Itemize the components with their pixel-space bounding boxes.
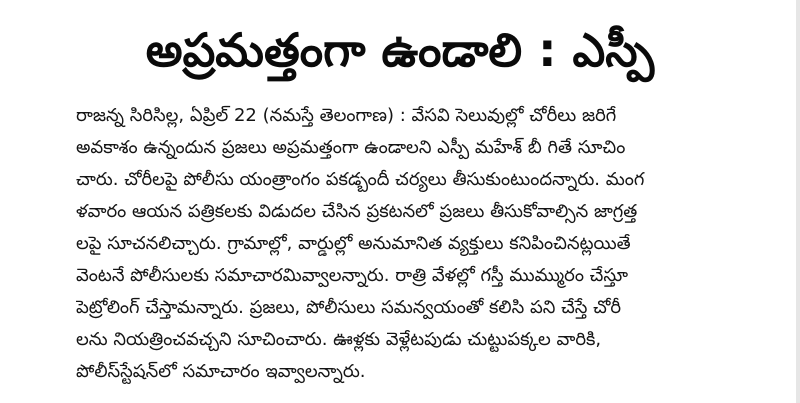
article-line-6: వెంటనే పోలీసులకు సమాచారమివ్వాలన్నారు. రాత్రి వేళల్లో గస్తీ ముమ్మురం చేస్తూ bbox=[76, 265, 629, 286]
article-line-9: పోలీస్‌స్టేషన్‌లో సమాచారం ఇవ్వాలన్నారు. bbox=[76, 361, 366, 382]
article-line-1: రాజన్న సిరిసిల్ల, ఏప్రిల్ 22 (నమస్తే తెలంగాణ) : వేసవి సెలువుల్లో చోరీలు జరిగే bbox=[76, 105, 617, 126]
article-line-4: ళవారం ఆయన పత్రికలకు విడుదల చేసిన ప్రకటనలో ప్రజలు తీసుకోవాల్సిన జాగ్రత్త bbox=[76, 201, 638, 222]
headline: అప్రమత్తంగా ఉండాలి : ఎస్పీ bbox=[145, 23, 655, 77]
article-body bbox=[76, 100, 766, 388]
article-line-7: పెట్రోలింగ్ చేస్తామన్నారు. ప్రజలు, పోలీసులు సమన్వయంతో కలిసి పని చేస్తే చోరీ bbox=[76, 297, 622, 318]
article-line-2: అవకాశం ఉన్నందున ప్రజలు అప్రమత్తంగా ఉండాలని ఎస్పీ మహేశ్ బీ గితే సూచిం bbox=[76, 137, 626, 158]
article-line-5: లపై సూచనలిచ్చారు. గ్రామాల్లో, వార్డుల్లో అనుమానిత వ్యక్తులు కనిపించినట్లయితే bbox=[76, 233, 631, 254]
article-line-3: చారు. చోరీలపై పోలీసు యంత్రాంగం పకడ్బందీ చర్యలు తీసుకుంటుందన్నారు. మంగ bbox=[76, 169, 645, 190]
page-edge bbox=[796, 0, 800, 403]
article-line-8: లను నియత్రించవచ్చని సూచించారు. ఊళ్లకు వెళ్లేటపుడు చుట్టుపక్కల వారికి, bbox=[76, 329, 602, 350]
